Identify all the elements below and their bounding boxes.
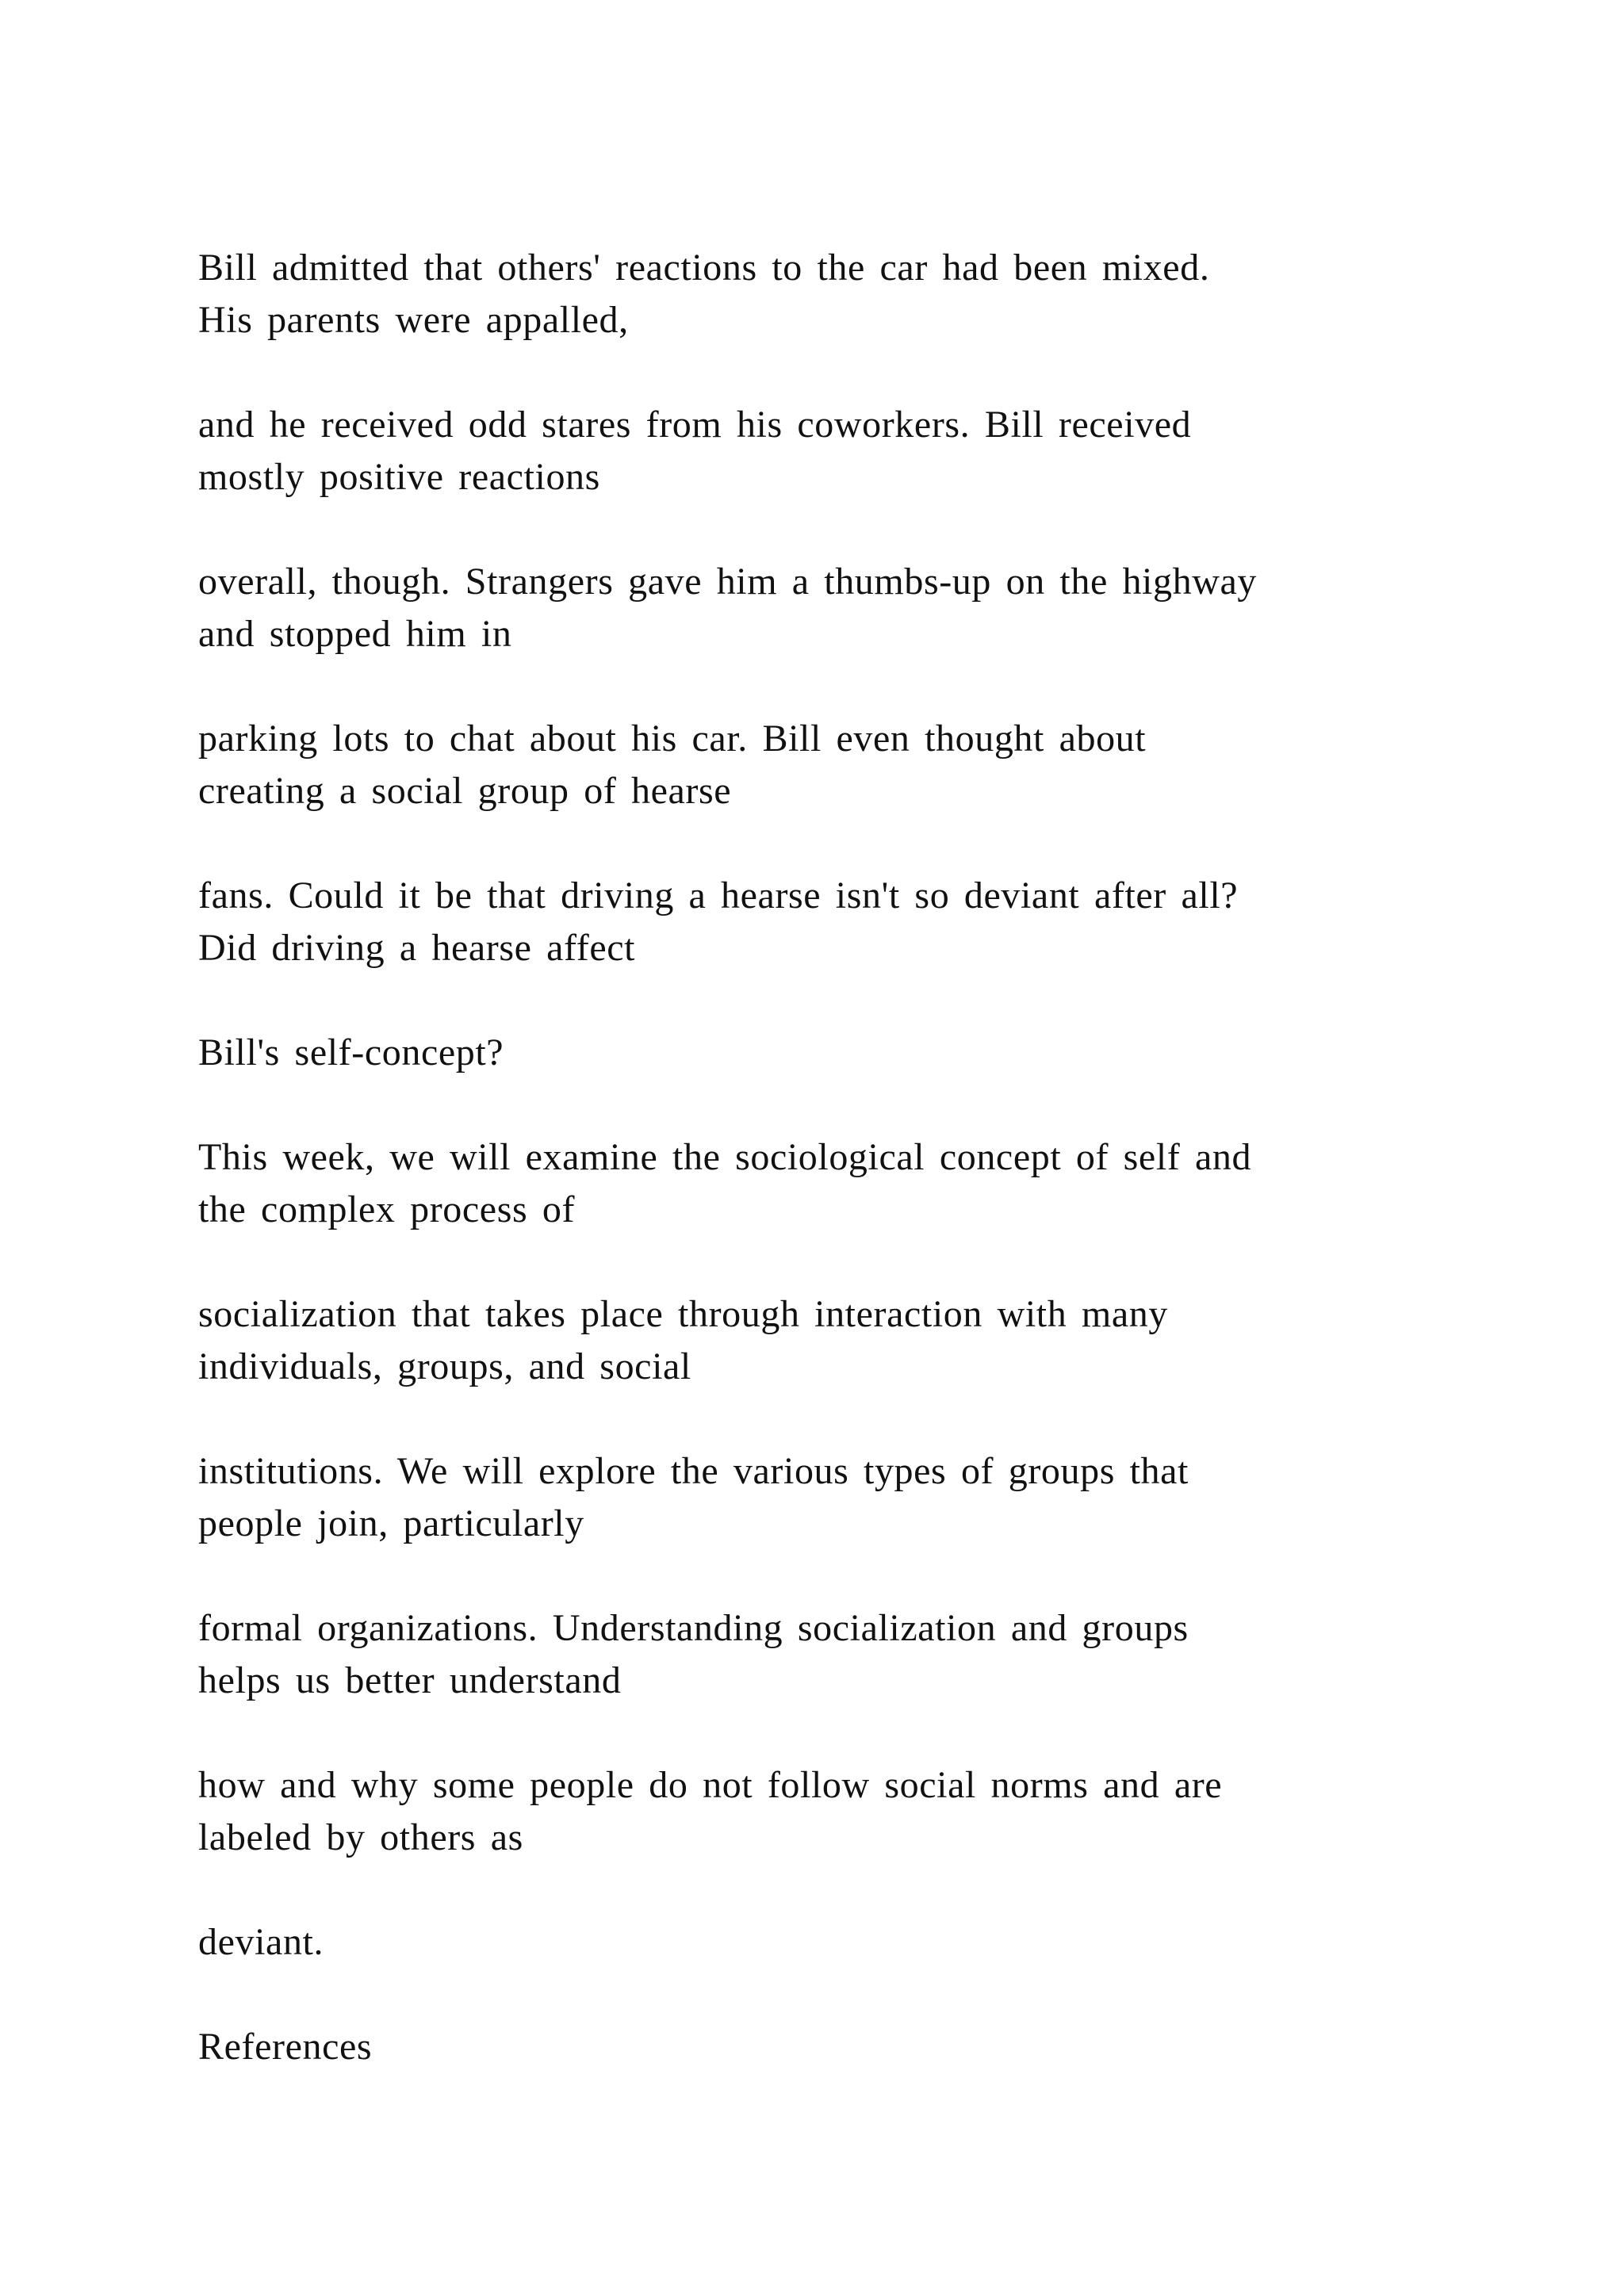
- text-line: helps us better understand: [198, 1659, 622, 1701]
- text-line: individuals, groups, and social: [198, 1345, 691, 1387]
- text-line: socialization that takes place through interaction with many: [198, 1293, 1168, 1335]
- text-line: parking lots to chat about his car. Bill even thought about: [198, 718, 1147, 760]
- text-line: Bill admitted that others' reactions to the car had been mixed.: [198, 247, 1210, 289]
- paragraph: [198, 1131, 1435, 1236]
- paragraph: [198, 1759, 1435, 1864]
- body-text: [198, 242, 1435, 2126]
- text-line: and he received odd stares from his coworkers. Bill received: [198, 404, 1192, 446]
- paragraph: [198, 1916, 1435, 1969]
- paragraph: [198, 870, 1435, 974]
- text-line: fans. Could it be that driving a hearse isn't so deviant after all?: [198, 874, 1239, 916]
- text-line: References: [198, 2026, 373, 2068]
- paragraph: [198, 1288, 1435, 1393]
- paragraph: [198, 242, 1435, 346]
- text-line: Did driving a hearse affect: [198, 927, 636, 969]
- text-line: the complex process of: [198, 1188, 576, 1230]
- text-line: Bill's self-concept?: [198, 1031, 504, 1073]
- paragraph: [198, 556, 1435, 660]
- paragraph: [198, 1602, 1435, 1707]
- text-line: overall, though. Strangers gave him a thumbs-up on the highway: [198, 561, 1257, 603]
- text-line: mostly positive reactions: [198, 456, 600, 498]
- text-line: creating a social group of hearse: [198, 770, 732, 812]
- text-line: institutions. We will explore the various types of groups that: [198, 1450, 1189, 1492]
- paragraph: [198, 713, 1435, 817]
- text-line: deviant.: [198, 1921, 324, 1963]
- text-line: This week, we will examine the sociological concept of self and: [198, 1136, 1252, 1178]
- text-line: and stopped him in: [198, 613, 512, 655]
- paragraph: [198, 1027, 1435, 1079]
- text-line: labeled by others as: [198, 1816, 523, 1858]
- paragraph: [198, 399, 1435, 503]
- text-line: people join, particularly: [198, 1502, 584, 1544]
- paragraph: [198, 1445, 1435, 1550]
- references-heading: [198, 2021, 1435, 2073]
- text-line: how and why some people do not follow social norms and are: [198, 1764, 1223, 1806]
- text-line: formal organizations. Understanding socialization and groups: [198, 1607, 1189, 1649]
- text-line: His parents were appalled,: [198, 299, 629, 341]
